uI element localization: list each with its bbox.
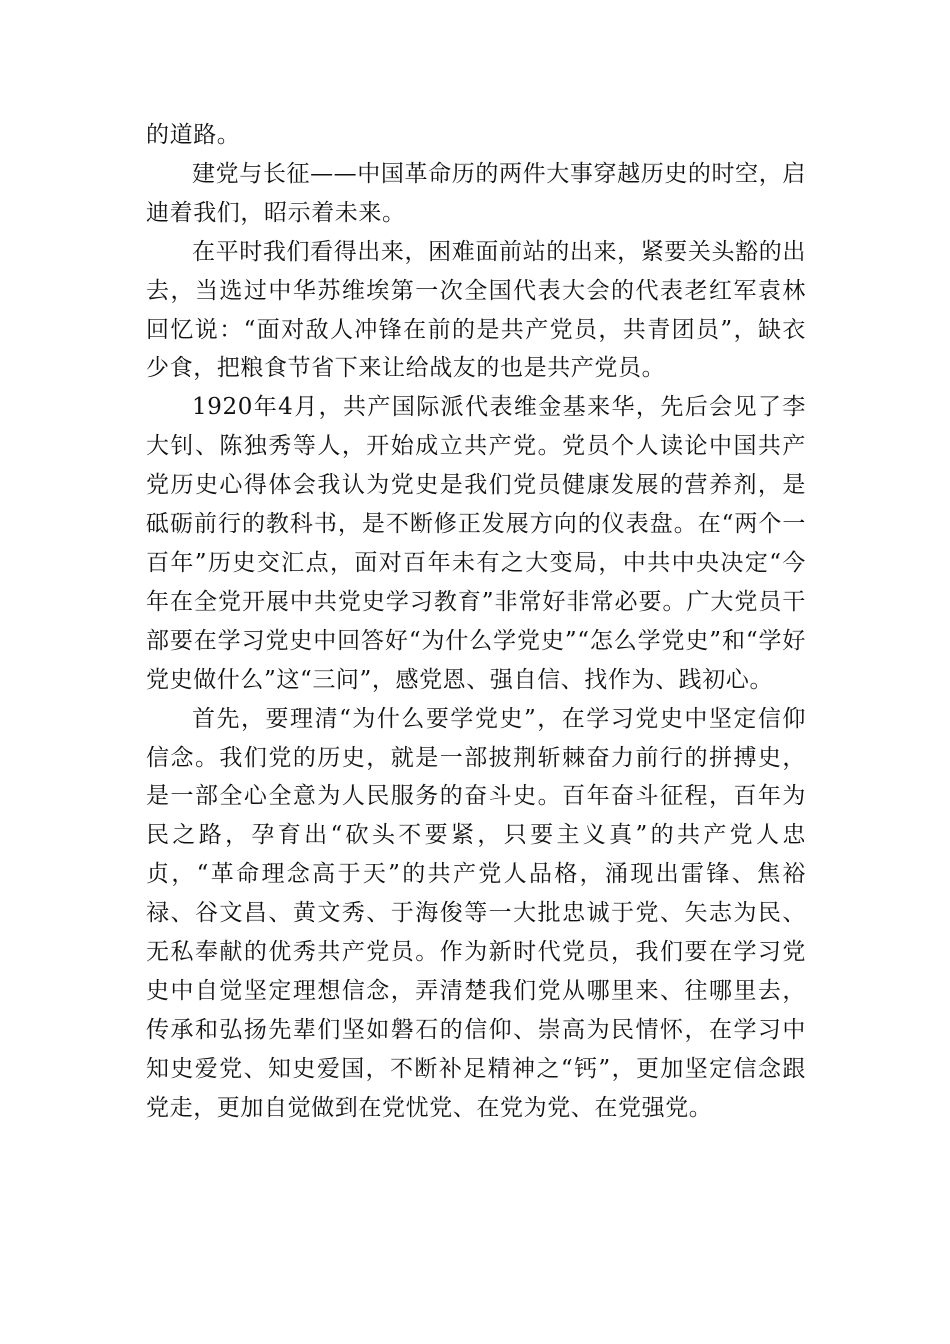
paragraph-party-founding-long-march: 建党与长征——中国革命历的两件大事穿越历史的时空，启迪着我们，昭示着未来。 <box>146 160 806 226</box>
paragraph-firm-beliefs: 首先，要理清“为什么要学党史”，在学习党史中坚定信仰信念。我们党的历史，就是一部披荆斩棘奋力前行的拼搏史，是一部全心全意为人民服务的奋斗史。百年奋斗征程，百年为民之路，孕育出“砍头不要紧，只要主义真”的共产党人忠贞，“革命理念高于天”的共产党人品格，涌现出雷锋、焦裕禄、谷文昌、黄文秀、于海俊等一大批忠诚于党、矢志为民、无私奉献的优秀共产党员。作为新时代党员，我们要在学习党史中自觉坚定理想信念，弄清楚我们党从哪里来、往哪里去，传承和弘扬先辈们坚如磐石的信仰、崇高为民情怀，在学习中知史爱党、知史爱国，不断补足精神之“钙”，更加坚定信念跟党走，更加自觉做到在党忧党、在党为党、在党强党。 <box>146 705 806 1121</box>
paragraph-continued: 的道路。 <box>146 122 241 148</box>
paragraph-veteran-recollection: 在平时我们看得出来，困难面前站的出来，紧要关头豁的出去，当选过中华苏维埃第一次全国代表大会的代表老红军袁林回忆说：“面对敌人冲锋在前的是共产党员，共青团员”，缺衣少食，把粮食节省下来让给战友的也是共产党员。 <box>146 238 806 382</box>
document-body <box>146 116 806 1128</box>
paragraph-party-history-study: 1920年4月，共产国际派代表维金基来华，先后会见了李大钊、陈独秀等人，开始成立共产党。党员个人读论中国共产党历史心得体会我认为党史是我们党员健康发展的营养剂，是砥砺前行的教科书，是不断修正发展方向的仪表盘。在“两个一百年”历史交汇点，面对百年未有之大变局，中共中央决定“今年在全党开展中共党史学习教育”非常好非常必要。广大党员干部要在学习党史中回答好“为什么学党史”“怎么学党史”和“学好党史做什么”这“三问”，感党恩、强自信、找作为、践初心。 <box>146 394 806 693</box>
